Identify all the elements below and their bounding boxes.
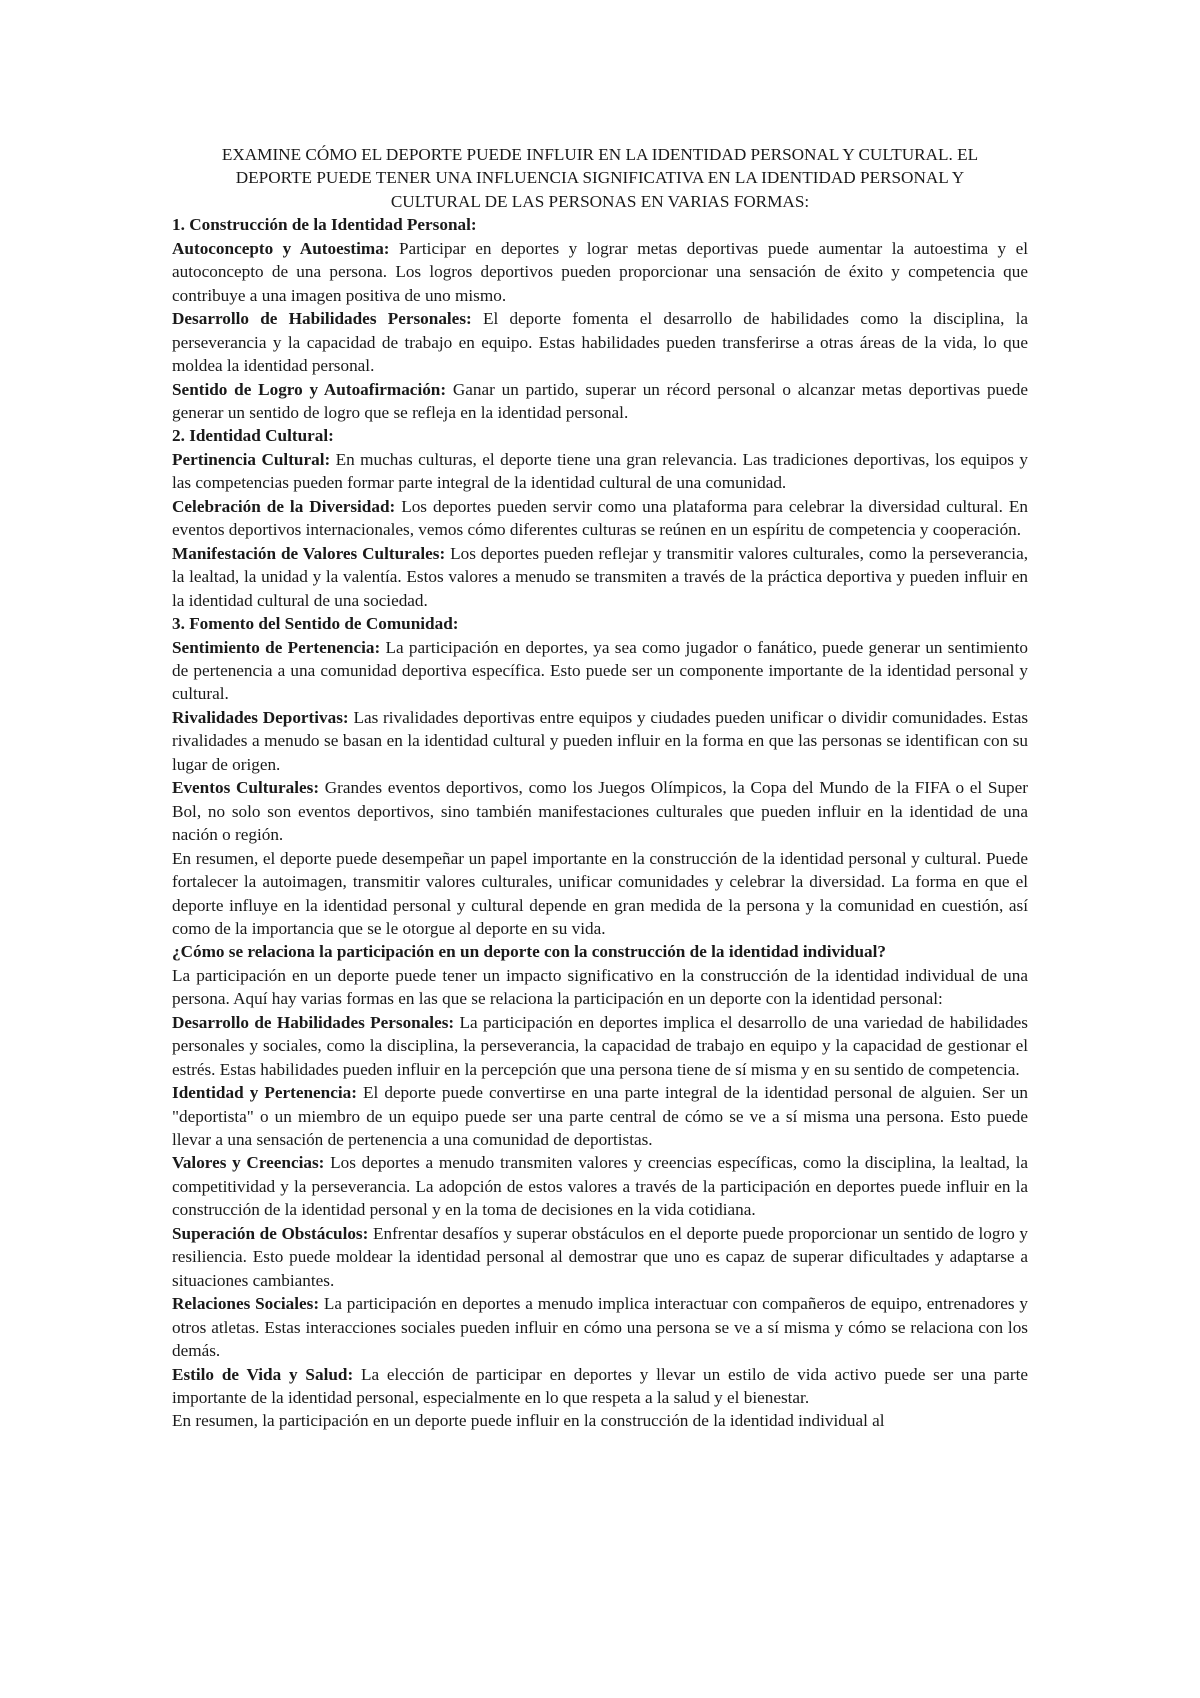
paragraph bbox=[172, 542, 1028, 612]
paragraph bbox=[172, 776, 1028, 846]
paragraph bbox=[172, 237, 1028, 307]
document-title: EXAMINE CÓMO EL DEPORTE PUEDE INFLUIR EN LA IDENTIDAD PERSONAL Y CULTURAL. EL DEPORTE PUEDE TENER UNA INFLUENCIA SIGNIFICATIVA EN LA IDENTIDAD PERSONAL Y CULTURAL DE LAS PERSONAS EN VARIAS FORMAS: bbox=[221, 145, 979, 211]
paragraph bbox=[172, 1363, 1028, 1410]
section-heading-2: 2. Identidad Cultural: bbox=[172, 426, 334, 446]
paragraph-text: La participación en deportes implica el desarrollo de una variedad de habilidades personales y sociales, como la disciplina, la perseverancia, la capacidad de trabajo en equipo y la capacidad de gestionar el estrés. Estas habilidades pueden influir en la percepción que una persona tiene de sí misma y en su sentido de competencia. bbox=[172, 1012, 1028, 1079]
paragraph-term: Sentido de Logro y Autoafirmación: bbox=[172, 379, 447, 399]
paragraph bbox=[172, 1011, 1028, 1081]
paragraph-text: Enfrentar desafíos y superar obstáculos en el deporte puede proporcionar un sentido de logro y resiliencia. Esto puede moldear la identidad personal al demostrar que uno es capaz de superar dificultades y adaptarse a situaciones cambiantes. bbox=[172, 1223, 1028, 1290]
paragraph-term: Autoconcepto y Autoestima: bbox=[172, 238, 390, 258]
paragraph-term: Relaciones Sociales: bbox=[172, 1294, 320, 1314]
paragraph bbox=[172, 378, 1028, 425]
paragraph-text: Los deportes pueden reflejar y transmitir valores culturales, como la perseverancia, la lealtad, la unidad y la valentía. Estos valores a menudo se transmiten a través de la práctica deportiva y pueden influir en la identidad cultural de una sociedad. bbox=[172, 543, 1028, 610]
paragraph bbox=[172, 495, 1028, 542]
paragraph-term: Desarrollo de Habilidades Personales: bbox=[172, 309, 472, 329]
question-heading: ¿Cómo se relaciona la participación en un deporte con la construcción de la identidad individual? bbox=[172, 942, 886, 962]
paragraph-text: Las rivalidades deportivas entre equipos y ciudades pueden unificar o dividir comunidades. Estas rivalidades a menudo se basan en la identidad cultural y pueden influir en la forma en que las personas se identifican con su lugar de origen. bbox=[172, 707, 1029, 774]
paragraph-text: Ganar un partido, superar un récord personal o alcanzar metas deportivas puede generar un sentido de logro que se refleja en la identidad personal. bbox=[172, 379, 1028, 422]
paragraph-text: Los deportes a menudo transmiten valores y creencias específicas, como la disciplina, la lealtad, la competitividad y la perseverancia. La adopción de estos valores a través de la participación en deportes puede influir en la construcción de la identidad personal y en la toma de decisiones en la vida cotidiana. bbox=[172, 1153, 1029, 1220]
paragraph-text: El deporte fomenta el desarrollo de habilidades como la disciplina, la perseverancia y la capacidad de trabajo en equipo. Estas habilidades pueden transferirse a otras áreas de la vida, lo que moldea la identidad personal. bbox=[172, 309, 1028, 376]
paragraph bbox=[172, 636, 1028, 706]
paragraph-term: Rivalidades Deportivas: bbox=[172, 707, 349, 727]
paragraph-term: Eventos Culturales: bbox=[172, 778, 320, 798]
closing-paragraph: En resumen, la participación en un deporte puede influir en la construcción de la identidad individual al bbox=[172, 1411, 885, 1431]
paragraph-text: La participación en deportes a menudo implica interactuar con compañeros de equipo, entrenadores y otros atletas. Estas interacciones sociales pueden influir en cómo una persona se ve a sí misma y cómo se relaciona con los demás. bbox=[172, 1294, 1028, 1361]
section-heading-1: 1. Construcción de la Identidad Personal: bbox=[172, 215, 477, 235]
paragraph bbox=[172, 1151, 1028, 1221]
paragraph-term: Pertinencia Cultural: bbox=[172, 449, 331, 469]
paragraph-term: Celebración de la Diversidad: bbox=[172, 496, 396, 516]
section-heading-3: 3. Fomento del Sentido de Comunidad: bbox=[172, 614, 459, 634]
paragraph-text: En muchas culturas, el deporte tiene una gran relevancia. Las tradiciones deportivas, los equipos y las competencias pueden formar parte integral de la identidad cultural de una comunidad. bbox=[172, 449, 1028, 493]
paragraph-term: Estilo de Vida y Salud: bbox=[172, 1364, 354, 1384]
paragraph-text: Participar en deportes y lograr metas deportivas puede aumentar la autoestima y el autoconcepto de una persona. Los logros deportivos pueden proporcionar una sensación de éxito y competencia que contribuye a una imagen positiva de uno mismo. bbox=[172, 238, 1028, 305]
paragraph bbox=[172, 706, 1028, 776]
paragraph-term: Desarrollo de Habilidades Personales: bbox=[172, 1012, 455, 1032]
paragraph-text: Grandes eventos deportivos, como los Juegos Olímpicos, la Copa del Mundo de la FIFA o el Super Bol, no solo son eventos deportivos, sino también manifestaciones culturales que pueden influir en la identidad de una nación o región. bbox=[172, 778, 1028, 845]
intro-paragraph: La participación en un deporte puede tener un impacto significativo en la construcción de la identidad individual de una persona. Aquí hay varias formas en las que se relaciona la participación en un deporte con la identidad personal: bbox=[172, 965, 1028, 1009]
paragraph bbox=[172, 1222, 1028, 1292]
paragraph-text: La participación en deportes, ya sea como jugador o fanático, puede generar un sentimiento de pertenencia a una comunidad deportiva específica. Esto puede ser un componente importante de la identidad personal y cultural. bbox=[172, 637, 1028, 704]
paragraph-term: Valores y Creencias: bbox=[172, 1153, 325, 1173]
paragraph-text: Los deportes pueden servir como una plataforma para celebrar la diversidad cultural. En eventos deportivos internacionales, vemos cómo diferentes culturas se reúnen en un espíritu de competencia y cooperación. bbox=[172, 496, 1028, 540]
paragraph bbox=[172, 1292, 1028, 1362]
paragraph-term: Identidad y Pertenencia: bbox=[172, 1083, 357, 1103]
paragraph bbox=[172, 448, 1028, 495]
paragraph-text: El deporte puede convertirse en una parte integral de la identidad personal de alguien. Ser un "deportista" o un miembro de un equipo puede ser una parte central de cómo se ve a sí misma una persona. Esto puede llevar a una sensación de pertenencia a una comunidad de deportistas. bbox=[172, 1083, 1028, 1150]
paragraph-term: Superación de Obstáculos: bbox=[172, 1223, 369, 1243]
paragraph-text: La elección de participar en deportes y llevar un estilo de vida activo puede ser una parte importante de la identidad personal, especialmente en lo que respeta a la salud y el bienestar. bbox=[172, 1364, 1028, 1408]
paragraph-term: Manifestación de Valores Culturales: bbox=[172, 543, 446, 563]
paragraph-term: Sentimiento de Pertenencia: bbox=[172, 637, 381, 657]
document-page bbox=[172, 143, 1028, 1433]
paragraph bbox=[172, 307, 1028, 377]
summary-paragraph: En resumen, el deporte puede desempeñar un papel importante en la construcción de la identidad personal y cultural. Puede fortalecer la autoimagen, transmitir valores culturales, unificar comunidades y celebrar la diversidad. La forma en que el deporte influye en la identidad personal y cultural depende en gran medida de la persona y la comunidad en cuestión, así como de la importancia que se le otorgue al deporte en su vida. bbox=[172, 848, 1028, 938]
paragraph bbox=[172, 1081, 1028, 1151]
